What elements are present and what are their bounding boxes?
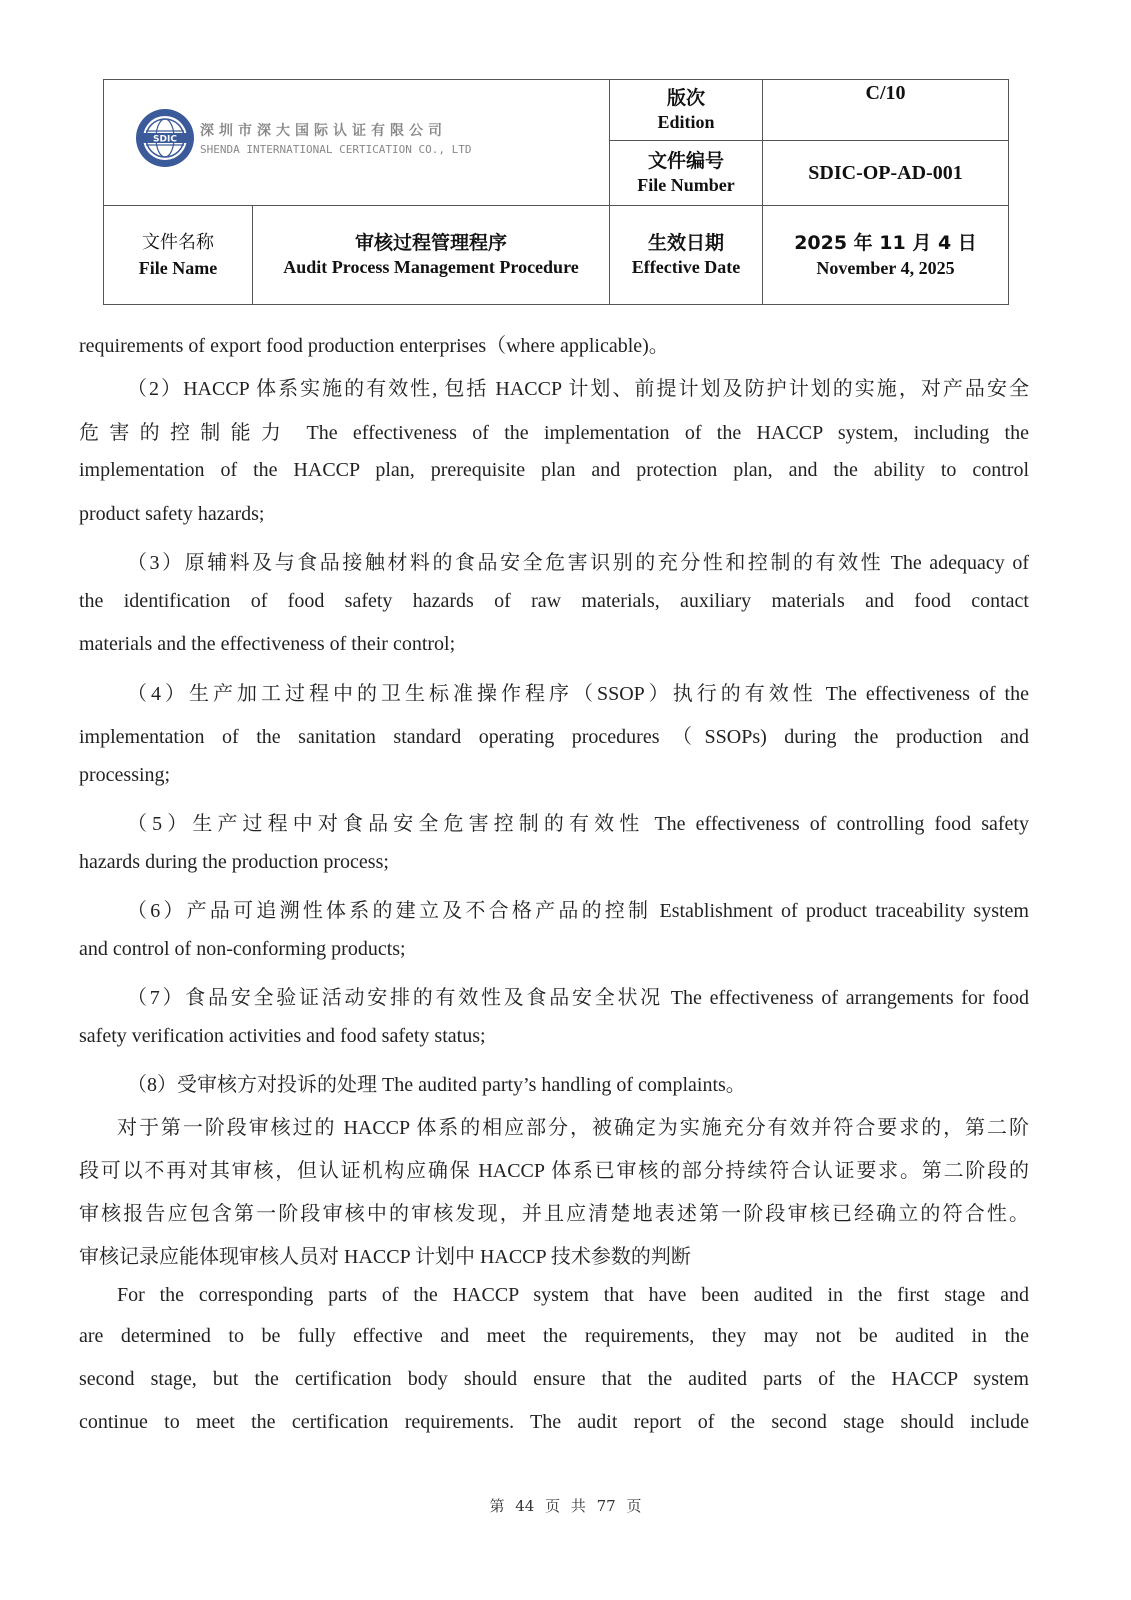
- body-line: materials and the effectiveness of their control;: [79, 633, 456, 655]
- body-line: For the corresponding parts of the HACCP system that have been audited in the first stage and: [117, 1284, 1029, 1306]
- body-line: second stage, but the certification body should ensure that the audited parts of the HACCP system: [79, 1368, 1029, 1390]
- page-number-footer: 第 44 页 共 77 页: [489, 1497, 642, 1515]
- body-line: requirements of export food production enterprises（where applicable)。: [79, 335, 669, 357]
- file-number-label-en: File Number: [637, 175, 735, 195]
- body-line: （2）HACCP 体系实施的有效性, 包括 HACCP 计划、前提计划及防护计划的实施，对产品安全: [127, 378, 1029, 400]
- body-line: （7）食品安全验证活动安排的有效性及食品安全状况 The effectiveness of arrangements for food: [127, 987, 1029, 1009]
- edition-value: C/10: [865, 82, 906, 104]
- company-name-cn: 深圳市深大国际认证有限公司: [200, 122, 447, 139]
- document-header-table: [103, 79, 1009, 305]
- body-line: 审核记录应能体现审核人员对 HACCP 计划中 HACCP 技术参数的判断: [79, 1246, 691, 1268]
- effective-date-label-cell: [610, 206, 763, 305]
- body-line: （3）原辅料及与食品接触材料的食品安全危害识别的充分性和控制的有效性 The adequacy of: [127, 552, 1029, 574]
- logo-text: SDIC: [153, 134, 177, 144]
- body-line: and control of non-conforming products;: [79, 938, 406, 960]
- body-line: processing;: [79, 764, 171, 786]
- body-line: 审核报告应包含第一阶段审核中的审核发现，并且应清楚地表述第一阶段审核已经确立的符合性。: [79, 1203, 1029, 1225]
- effective-date-value-en: November 4, 2025: [816, 258, 955, 278]
- file-name-value-cell: [253, 206, 610, 305]
- body-line: （4）生产加工过程中的卫生标准操作程序（SSOP）执行的有效性 The effectiveness of the: [127, 683, 1029, 705]
- file-number-value-cell: [763, 141, 1009, 206]
- effective-date-value-cell: [763, 206, 1009, 305]
- file-number-label-cn: 文件编号: [647, 150, 724, 172]
- effective-date-value-cn: 2025 年 11 月 4 日: [794, 232, 977, 254]
- body-line: continue to meet the certification requirements. The audit report of the second stage should include: [79, 1411, 1029, 1433]
- file-name-label-cn: 文件名称: [142, 232, 214, 253]
- body-line: product safety hazards;: [79, 503, 265, 525]
- file-name-label-cell: [104, 206, 253, 305]
- body-line: （5）生产过程中对食品安全危害控制的有效性 The effectiveness of controlling food safety: [127, 813, 1029, 835]
- effective-date-label-cn: 生效日期: [647, 232, 724, 254]
- body-line: safety verification activities and food safety status;: [79, 1025, 486, 1047]
- edition-label-cn: 版次: [666, 87, 705, 109]
- company-logo-cell: [104, 80, 610, 206]
- body-line: （6）产品可追溯性体系的建立及不合格产品的控制 Establishment of product traceability system: [127, 900, 1029, 922]
- file-name-value-cn: 审核过程管理程序: [354, 232, 507, 254]
- effective-date-label-en: Effective Date: [631, 257, 741, 277]
- company-name-en: SHENDA INTERNATIONAL CERTICATION CO., LTD: [200, 142, 472, 156]
- body-line: 段可以不再对其审核，但认证机构应确保 HACCP 体系已审核的部分持续符合认证要求。第二阶段的: [79, 1160, 1029, 1182]
- edition-value-cell: [763, 80, 1009, 141]
- edition-label-cell: [610, 80, 763, 141]
- body-line: （8）受审核方对投诉的处理 The audited party’s handling of complaints。: [127, 1074, 746, 1096]
- sdic-logo-icon: [134, 107, 196, 169]
- file-number-label-cell: [610, 141, 763, 206]
- edition-label-en: Edition: [657, 112, 715, 132]
- body-line: 对于第一阶段审核过的 HACCP 体系的相应部分，被确定为实施充分有效并符合要求的，第二阶: [117, 1117, 1029, 1139]
- body-line: hazards during the production process;: [79, 851, 389, 873]
- body-line: are determined to be fully effective and meet the requirements, they may not be audited in the: [79, 1325, 1029, 1347]
- body-line: implementation of the HACCP plan, prerequisite plan and protection plan, and the ability to control: [79, 459, 1029, 481]
- file-name-label-en: File Name: [138, 258, 218, 278]
- body-line: implementation of the sanitation standard operating procedures（SSOPs) during the production and: [79, 726, 1029, 748]
- file-number-value: SDIC-OP-AD-001: [808, 161, 963, 184]
- body-line: 危害的控制能力 The effectiveness of the implementation of the HACCP system, including the: [79, 422, 1029, 444]
- body-line: the identification of food safety hazards of raw materials, auxiliary materials and food contact: [79, 590, 1029, 612]
- file-name-value-en: Audit Process Management Procedure: [283, 257, 579, 277]
